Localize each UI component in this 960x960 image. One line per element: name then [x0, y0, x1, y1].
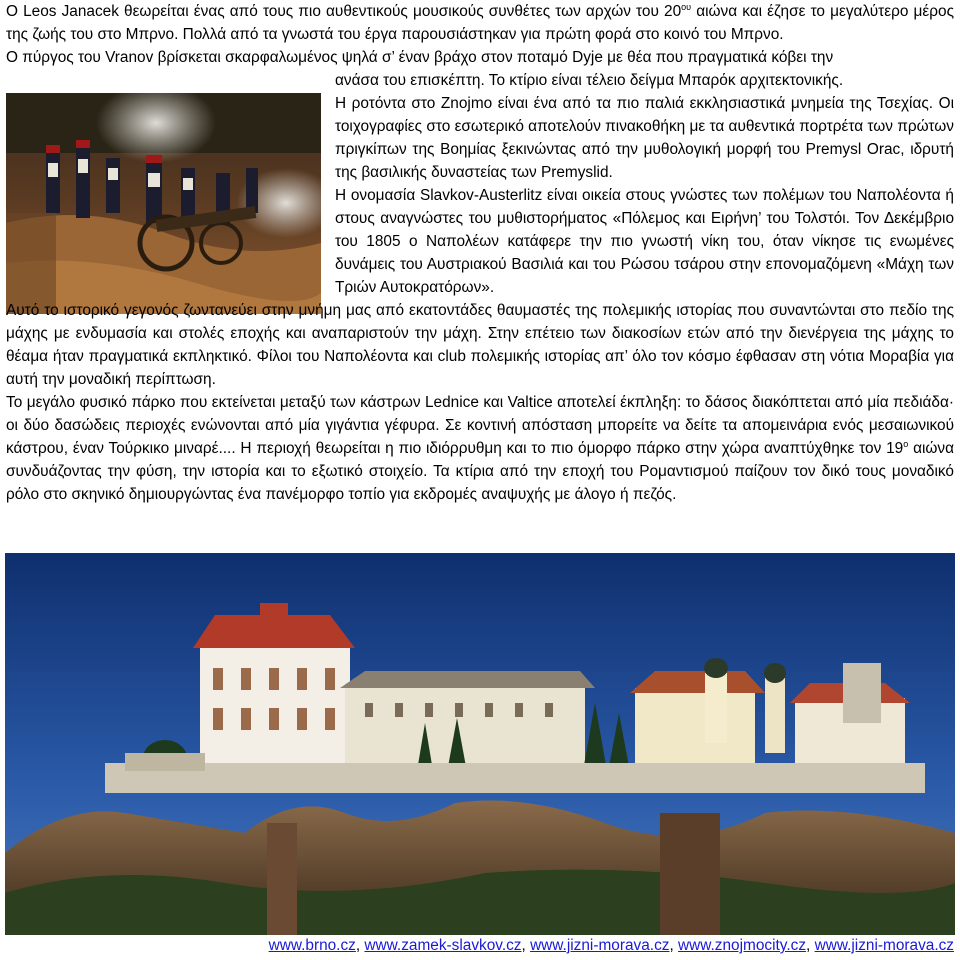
superscript-century: ου: [681, 1, 692, 12]
paragraph-lednice-text-a: Το μεγάλο φυσικό πάρκο που εκτείνεται μεταξύ των κάστρων Lednice και Valtice αποτελεί έκπληξη: το δάσος διακόπτεται από μία πεδιάδα· οι δύο δασώδεις περιοχές ενώνονται από μία γιγάντια γέφυρα. Σε κοντινή απόσταση μπορείτε να δείτε τα απομεινάρια ενός μεσαιωνικού κάστρου, έναν Τούρκικο μιναρέ.... Η περιοχή θεωρείται η πιο ιδιόρρυθμη και το πιο όμορφο πάρκο στην χώρα αναπτύχθηκε τον 19: [6, 394, 954, 457]
paragraph-lednice-text-b: αιώνα συνδυάζοντας την φύση, την ιστορία και το εξωτικό στοιχείο. Τα κτίρια από την εποχή του Ρομαντισμού παίζουν τον δικό τους μοναδικό ρόλο στο σκηνικό δημιουργώντας ένα πανέμορφο τοπίο για εκδρομές αναψυχής με άλογο ή πεζός.: [6, 440, 954, 503]
paragraph-vranov-rest: ανάσα του επισκέπτη. Το κτίριο είναι τέλειο δείγμα Μπαρόκ αρχιτεκτονικής.: [335, 72, 844, 89]
superscript-century-2: ο: [903, 438, 909, 449]
article-text: [6, 0, 954, 506]
paragraph-janacek: [6, 0, 954, 46]
paragraph-vranov-line1: Ο πύργος του Vranov βρίσκεται σκαρφαλωμένος ψηλά σ’ έναν βράχο στον ποταμό Dyje με θέα που πραγματικά κόβει την: [6, 49, 834, 66]
paragraph-slavkov-indented: Η ονομασία Slavkov-Austerlitz είναι οικεία στους γνώστες των πολέμων του Ναπολέοντα ή στους αναγνώστες του μυθιστορήματος «Πόλεμος και Ειρήνη’ του Τολστόι. Τον Δεκέμβριο του 1805 ο Ναπολέων κατάφερε την πιο γνωστή νίκη του, όταν νίκησε τις ενωμένες δυνάμεις του Αυστριακού Βασιλιά και του Ρώσου τσάρου στην επονομαζόμενη «Μάχη των Τριών Αυτοκρατόρων».: [335, 187, 954, 296]
link-brno[interactable]: www.brno.cz: [268, 937, 356, 954]
paragraph-janacek-text-a: Ο Leos Janacek θεωρείται ένας από τους πιο αυθεντικούς μουσικούς συνθέτες των αρχών του 20: [6, 3, 682, 20]
vranov-castle-photo: [5, 553, 955, 935]
link-separator: ,: [355, 937, 365, 954]
castle-illustration: [5, 553, 955, 935]
paragraph-janacek-text-b: αιώνα και έζησε το μεγαλύτερο μέρος της ζωής του στο Μπρνο. Πολλά από τα γνωστά του έργα παρουσιάστηκαν για πρώτη φορά στο κοινό του Μπρνο.: [6, 3, 954, 43]
link-separator: ,: [806, 937, 815, 954]
paragraph-znojmo: Η ροτόντα στο Znojmo είναι ένα από τα πιο παλιά εκκλησιαστικά μνημεία της Τσεχίας. Οι τοιχογραφίες στο εσωτερικό αποτελούν πινακοθήκη με τα αυθεντικά πορτρέτα των πρώτων πριγκίπων της Βοημίας ξεκινώντας από την μυθολογική μορφή του Premysl Orac, ιδρυτή της βασιλικής δυναστείας των Premyslid.: [335, 95, 954, 181]
footer-links: [269, 935, 954, 957]
link-separator: ,: [669, 937, 679, 954]
link-jizni-morava[interactable]: www.jizni-morava.cz: [530, 937, 670, 954]
paragraph-lednice: [6, 391, 954, 506]
link-jizni-morava-2[interactable]: www.jizni-morava.cz: [814, 937, 954, 954]
link-znojmocity[interactable]: www.znojmocity.cz: [678, 937, 807, 954]
paragraph-slavkov-full: Αυτό το ιστορικό γεγονός ζωντανεύει στην μνήμη μας από εκατοντάδες θαυμαστές της πολεμικής ιστορίας που συναντώνται στο πεδίο της μάχης με ενδυμασία και στολές εποχής και αναπαριστούν την μάχη. Στην επέτειο των διακοσίων ετών από την διενέργεια της μάχης το θέαμα ήταν πραγματικά εκπληκτικό. Φίλοι του Ναπολέοντα και club πολεμικής ιστορίας απ’ όλο τον κόσμο έφθασαν στη νότια Μοραβία για αυτή την μοναδική περίπτωση.: [6, 302, 954, 388]
link-separator: ,: [521, 937, 531, 954]
link-zamek-slavkov[interactable]: www.zamek-slavkov.cz: [364, 937, 522, 954]
